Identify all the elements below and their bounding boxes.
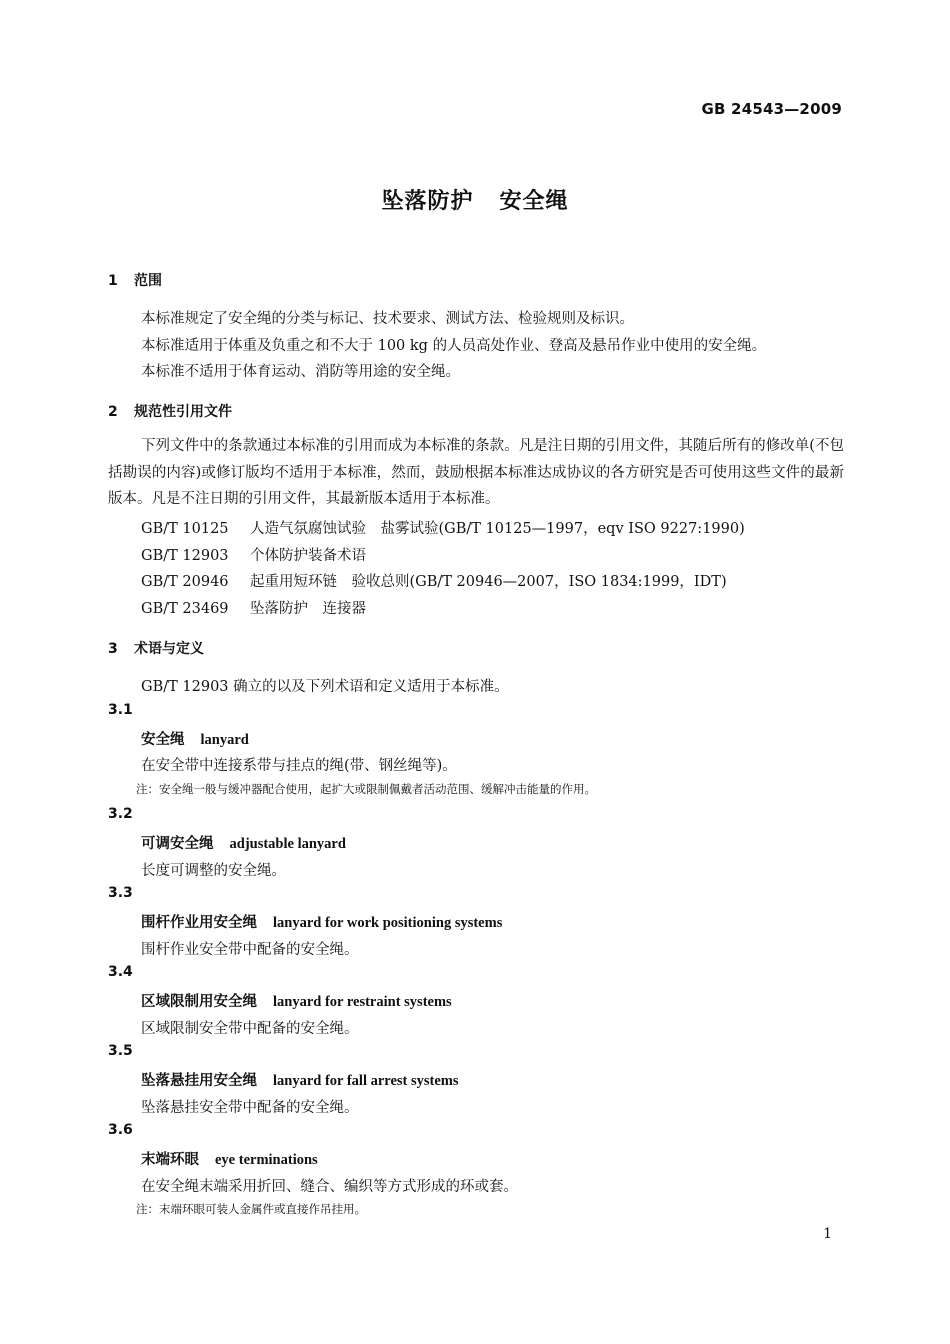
section-1-heading	[108, 270, 162, 290]
term-title	[141, 728, 249, 749]
title-part2: 安全绳	[499, 189, 569, 214]
term-definition: 围杆作业安全带中配备的安全绳。	[141, 942, 359, 958]
term-en: lanyard for fall arrest systems	[273, 1073, 459, 1089]
references-intro: 下列文件中的条款通过本标准的引用而成为本标准的条款。凡是注日期的引用文件，其随后所有的修改单(不包括勘误的内容)或修订版均不适用于本标准，然而，鼓励根据本标准达成协议的各方研究是否可使用这些文件的最新版本。凡是不注日期的引用文件，其最新版本适用于本标准。	[108, 438, 844, 507]
term-title	[141, 911, 502, 932]
term-definition: 坠落悬挂安全带中配备的安全绳。	[141, 1100, 359, 1116]
reference-title: 坠落防护 连接器	[250, 601, 366, 617]
standard-number: GB 24543—2009	[701, 100, 842, 118]
page-title	[0, 184, 950, 215]
term-en: lanyard	[200, 732, 249, 748]
reference-title: 个体防护装备术语	[250, 548, 366, 564]
term-title	[141, 832, 346, 853]
term-zh: 末端环眼	[141, 1151, 199, 1168]
term-number: 3.3	[108, 885, 133, 901]
section-title: 规范性引用文件	[134, 404, 232, 420]
reference-title: 人造气氛腐蚀试验 盐雾试验(GB/T 10125—1997，eqv ISO 9227:1990)	[250, 521, 745, 537]
reference-item	[141, 517, 745, 538]
term-zh: 安全绳	[141, 731, 185, 748]
section-number: 1	[108, 273, 118, 289]
term-title	[141, 1069, 459, 1090]
term-definition: 在安全绳末端采用折回、缝合、编织等方式形成的环或套。	[141, 1179, 518, 1195]
term-number: 3.1	[108, 702, 133, 718]
reference-code: GB/T 23469	[141, 601, 229, 617]
term-title	[141, 990, 452, 1011]
term-number: 3.4	[108, 964, 133, 980]
section-number: 3	[108, 641, 118, 657]
term-zh: 围杆作业用安全绳	[141, 914, 257, 931]
term-en: lanyard for work positioning systems	[273, 915, 503, 931]
reference-item	[141, 570, 727, 591]
term-definition: 区域限制安全带中配备的安全绳。	[141, 1021, 359, 1037]
term-zh: 区域限制用安全绳	[141, 993, 257, 1010]
term-en: lanyard for restraint systems	[273, 994, 452, 1010]
page-number: 1	[823, 1226, 832, 1242]
title-part1: 坠落防护	[381, 189, 474, 214]
term-note: 注：末端环眼可装人金属件或直接作吊挂用。	[136, 1202, 366, 1216]
scope-paragraph-1: 本标准规定了安全绳的分类与标记、技术要求、测试方法、检验规则及标识。	[141, 311, 634, 327]
section-title: 术语与定义	[134, 641, 204, 657]
terms-intro: GB/T 12903 确立的以及下列术语和定义适用于本标准。	[141, 679, 509, 695]
scope-paragraph-2: 本标准适用于体重及负重之和不大于 100 kg 的人员高处作业、登高及悬吊作业中使用的安全绳。	[141, 338, 767, 354]
scope-paragraph-3: 本标准不适用于体育运动、消防等用途的安全绳。	[141, 364, 460, 380]
reference-title: 起重用短环链 验收总则(GB/T 20946—2007，ISO 1834:1999，IDT)	[250, 574, 727, 590]
reference-code: GB/T 10125	[141, 521, 229, 537]
term-zh: 可调安全绳	[141, 835, 214, 852]
section-title: 范围	[134, 273, 162, 289]
reference-item	[141, 597, 366, 618]
reference-item	[141, 544, 366, 565]
term-number: 3.6	[108, 1122, 133, 1138]
term-definition: 在安全带中连接系带与挂点的绳(带、钢丝绳等)。	[141, 758, 457, 774]
term-number: 3.2	[108, 806, 133, 822]
section-3-heading	[108, 638, 204, 658]
section-number: 2	[108, 404, 118, 420]
term-en: eye terminations	[215, 1152, 318, 1168]
term-zh: 坠落悬挂用安全绳	[141, 1072, 257, 1089]
reference-code: GB/T 20946	[141, 574, 229, 590]
section-2-heading	[108, 401, 232, 421]
term-note: 注：安全绳一般与缓冲器配合使用，起扩大或限制佩戴者活动范围、缓解冲击能量的作用。	[136, 782, 596, 796]
term-title	[141, 1148, 318, 1169]
term-definition: 长度可调整的安全绳。	[141, 863, 286, 879]
reference-code: GB/T 12903	[141, 548, 229, 564]
term-number: 3.5	[108, 1043, 133, 1059]
term-en: adjustable lanyard	[229, 836, 346, 852]
